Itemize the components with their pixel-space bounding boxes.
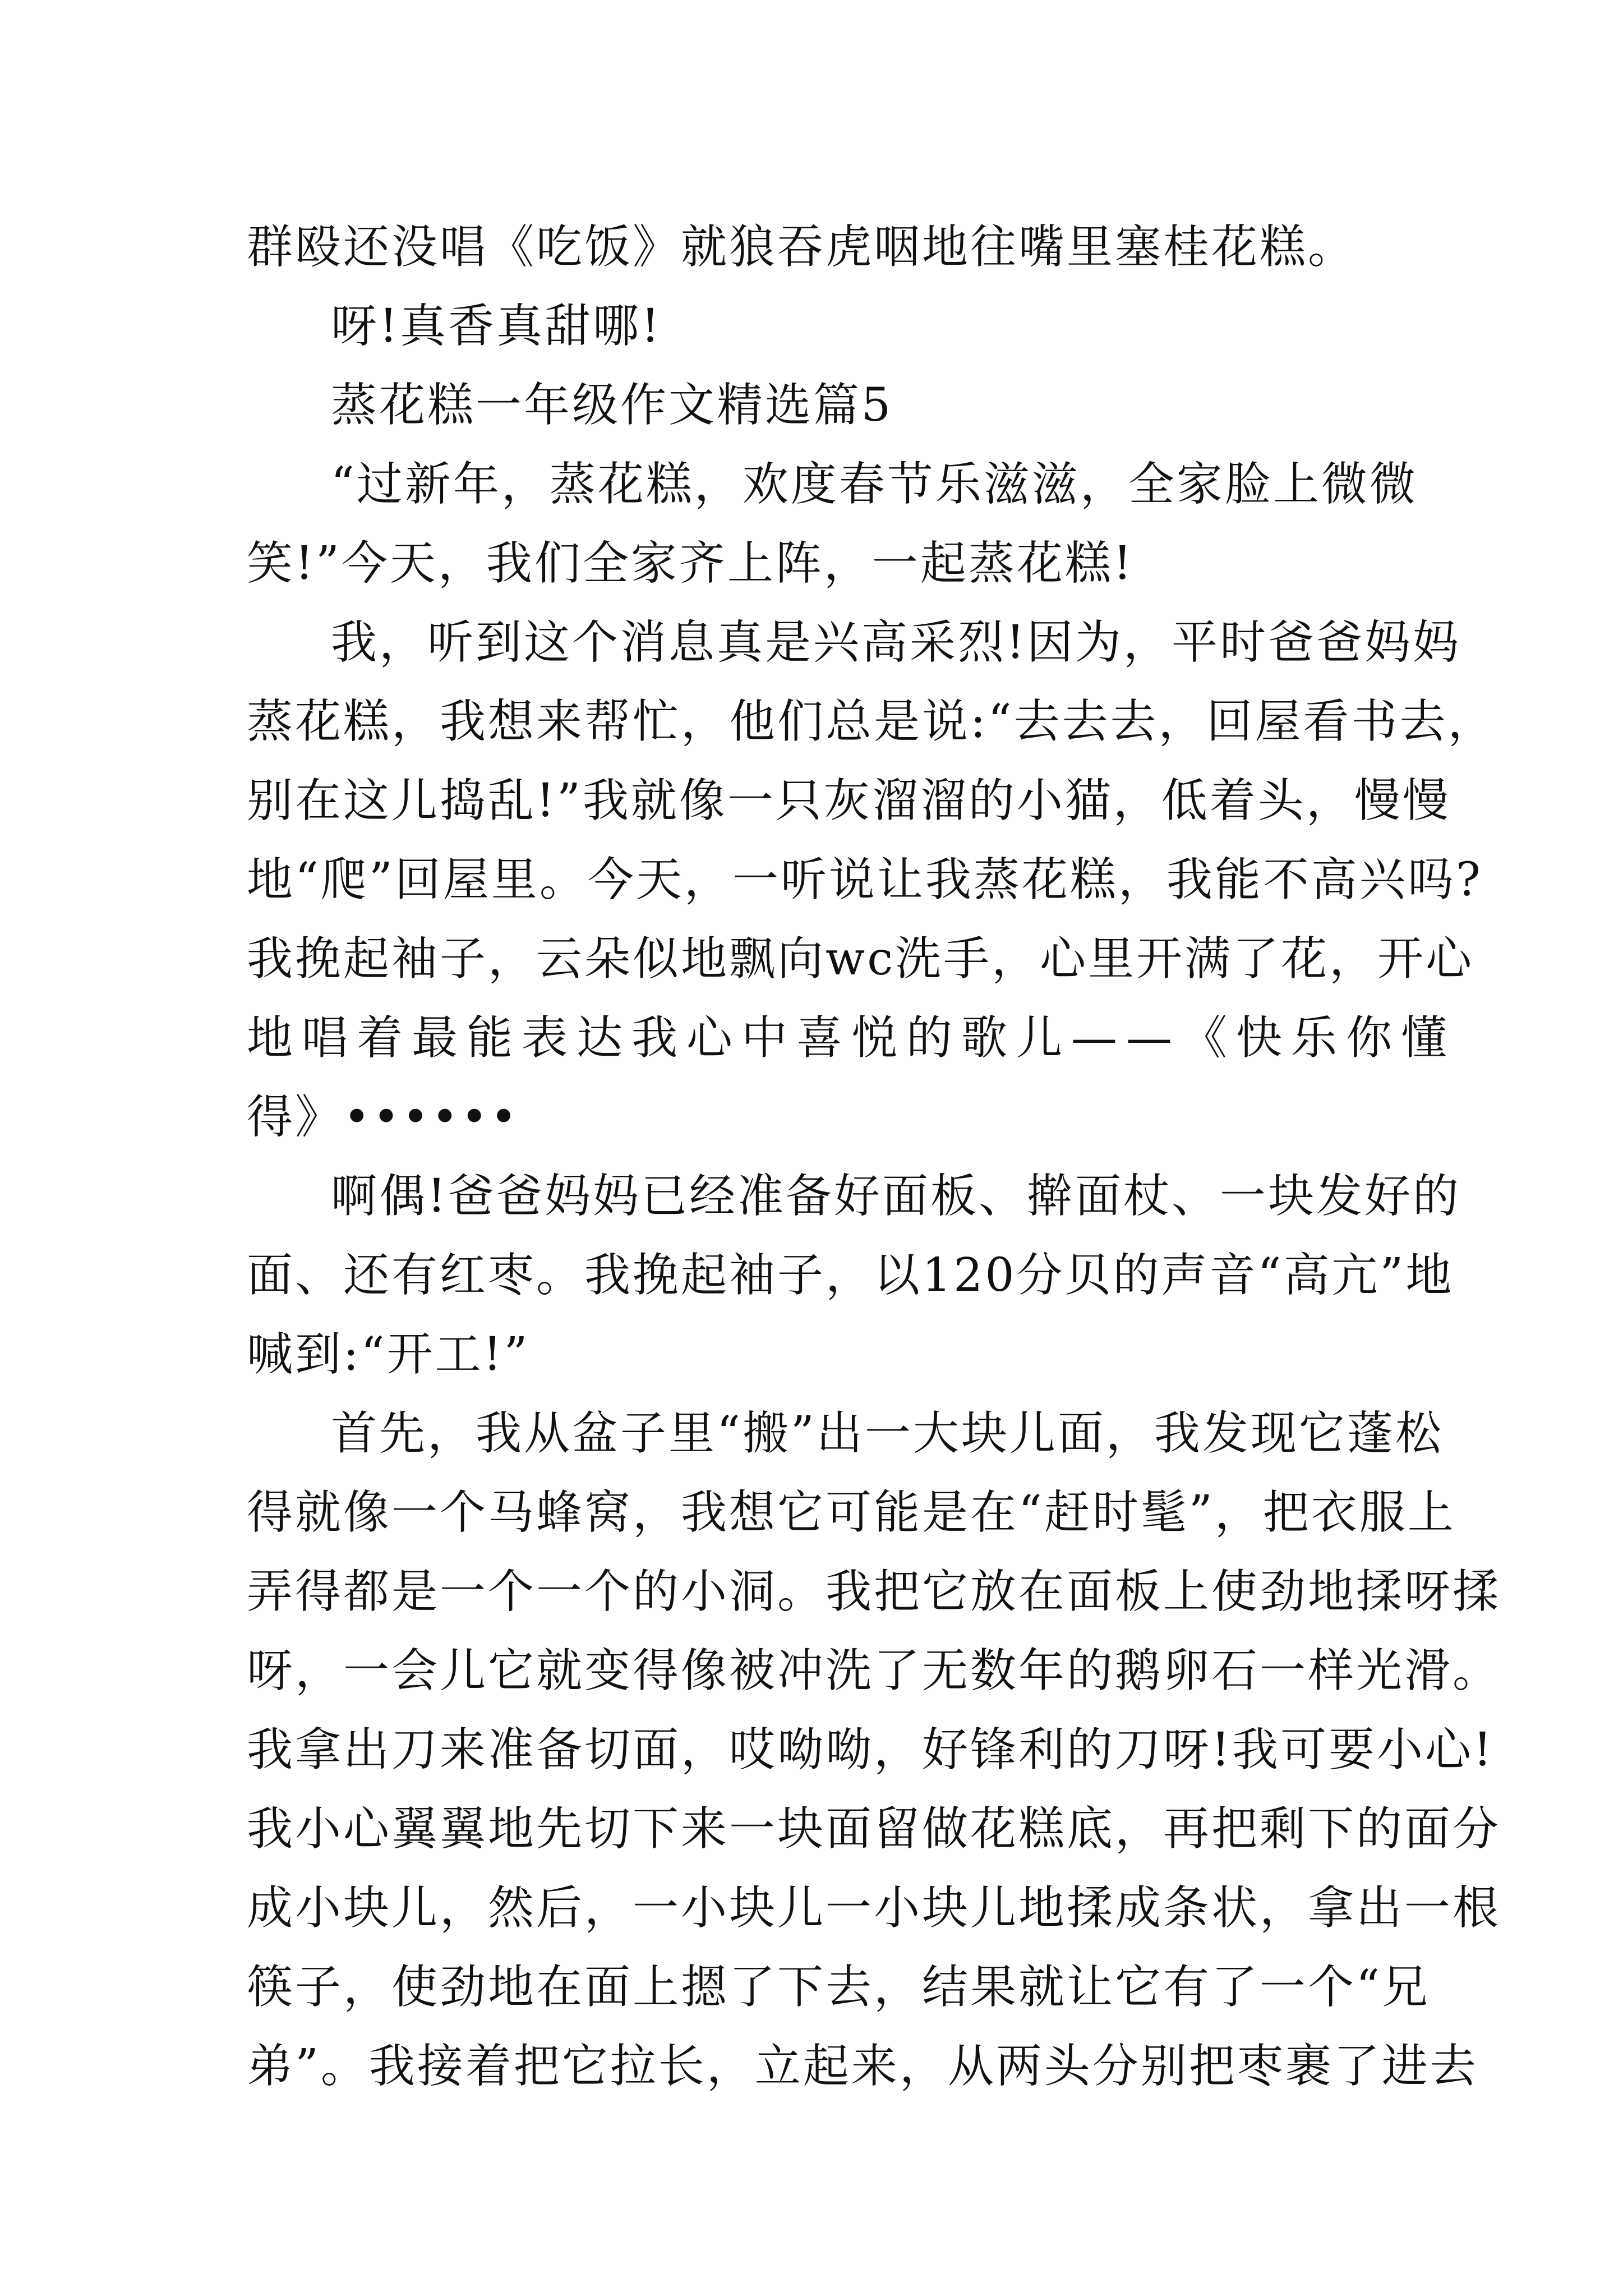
text-line: 呀!真香真甜哪! xyxy=(331,300,662,353)
text-line: 首先，我从盆子里“搬”出一大块儿面，我发现它蓬松 xyxy=(331,1407,1444,1460)
text-line: 地“爬”回屋里。今天，一听说让我蒸花糕，我能不高兴吗? xyxy=(247,853,1483,907)
text-line: 啊偶!爸爸妈妈已经准备好面板、擀面杖、一块发好的 xyxy=(331,1170,1461,1223)
text-line: 弟”。我接着把它拉长，立起来，从两头分别把枣裹了进去 xyxy=(247,2040,1478,2093)
text-line: 得就像一个马蜂窝，我想它可能是在“赶时髦”，把衣服上 xyxy=(247,1486,1456,1539)
text-line: 成小块儿，然后，一小块儿一小块儿地揉成条状，拿出一根 xyxy=(247,1881,1501,1935)
text-line: 我拿出刀来准备切面，哎呦呦，好锋利的刀呀!我可要小心! xyxy=(247,1723,1494,1777)
text-line: 我挽起袖子，云朵似地飘向wc洗手，心里开满了花，开心 xyxy=(247,932,1474,986)
text-line: 群殴还没唱《吃饭》就狼吞虎咽地往嘴里塞桂花糕。 xyxy=(247,220,1357,274)
text-line: 我，听到这个消息真是兴高采烈!因为，平时爸爸妈妈 xyxy=(331,616,1461,669)
section-heading: 蒸花糕一年级作文精选篇5 xyxy=(331,379,893,432)
text-line: 别在这儿捣乱!”我就像一只灰溜溜的小猫，低着头，慢慢 xyxy=(247,774,1451,827)
text-line: 我小心翼翼地先切下来一块面留做花糕底，再把剩下的面分 xyxy=(247,1802,1501,1856)
text-line: 得》•••••• xyxy=(247,1091,520,1144)
text-line: 笑!”今天，我们全家齐上阵，一起蒸花糕! xyxy=(247,537,1134,590)
text-line: 蒸花糕，我想来帮忙，他们总是说:“去去去，回屋看书去， xyxy=(247,695,1496,748)
text-line: 面、还有红枣。我挽起袖子，以120分贝的声音“高亢”地 xyxy=(247,1249,1454,1302)
text-line: “过新年，蒸花糕，欢度春节乐滋滋，全家脸上微微 xyxy=(331,458,1418,511)
text-line: 呀，一会儿它就变得像被冲洗了无数年的鹅卵石一样光滑。 xyxy=(247,1644,1501,1697)
text-line: 地唱着最能表达我心中喜悦的歌儿——《快乐你懂 xyxy=(247,1011,1456,1065)
essay-body xyxy=(247,208,1501,2106)
text-line: 筷子，使劲地在面上摁了下去，结果就让它有了一个“兄 xyxy=(247,1961,1430,2014)
text-line: 弄得都是一个一个的小洞。我把它放在面板上使劲地揉呀揉 xyxy=(247,1565,1501,1618)
text-line: 喊到:“开工!” xyxy=(247,1328,530,1381)
